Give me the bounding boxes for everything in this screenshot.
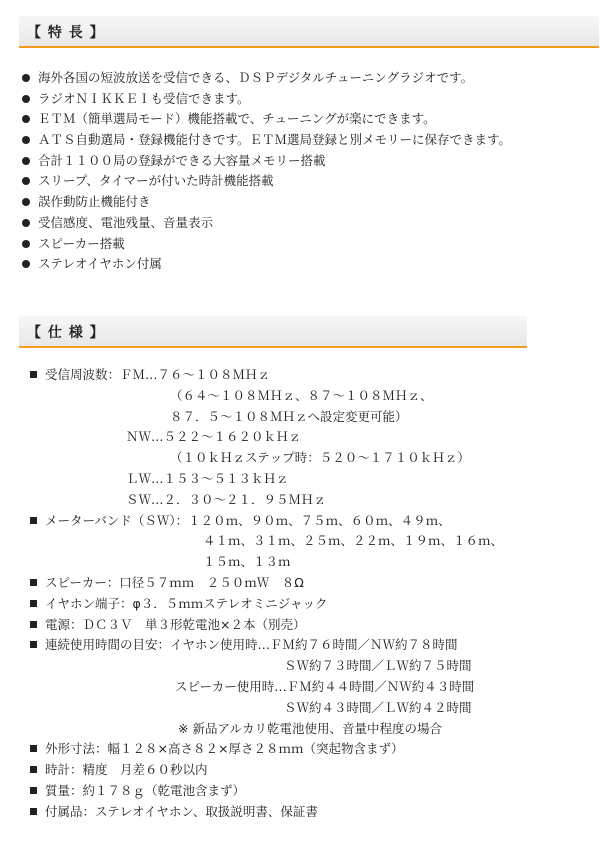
bullet-icon — [22, 198, 30, 206]
bullet-icon — [22, 136, 30, 144]
spec-earphone-jack: イヤホン端子：φ３．５ｍｍステレオミニジャック — [30, 594, 503, 615]
bullet-icon — [22, 177, 30, 185]
spec-frequency-nw: ＮＷ…５２２～１６２０ｋＨｚ — [126, 429, 302, 445]
square-bullet-icon — [30, 371, 37, 378]
spec-accessories: 付属品：ステレオイヤホン、取扱説明書、保証書 — [30, 802, 503, 823]
spec-speaker: スピーカー：口径５７ｍｍ ２５０ｍＷ ８Ω — [30, 573, 503, 594]
square-bullet-icon — [30, 808, 37, 815]
spec-battery-life: 連続使用時間の目安：イヤホン使用時…ＦＭ約７６時間／ＮＷ約７８時間 — [30, 635, 503, 656]
list-item: 誤作動防止機能付き — [22, 192, 511, 213]
spec-meter-band-cont2: １５ｍ、１３ｍ — [203, 554, 291, 570]
bullet-icon — [22, 74, 30, 82]
list-item: スピーカー搭載 — [22, 234, 511, 255]
spec-meter-band: メーターバンド（ＳＷ）：１２０ｍ、９０ｍ、７５ｍ、６０ｍ、４９ｍ、 — [30, 511, 503, 532]
square-bullet-icon — [30, 517, 37, 524]
features-section-header — [19, 16, 599, 48]
spec-weight: 質量：約１７８ｇ（乾電池含まず） — [30, 781, 503, 802]
spec-battery-life-earphone-sw: ＳＷ約７３時間／ＬＷ約７５時間 — [284, 658, 472, 674]
bullet-icon — [22, 95, 30, 103]
square-bullet-icon — [30, 787, 37, 794]
spec-power: 電源：ＤＣ３Ｖ 単３形乾電池×２本（別売） — [30, 615, 503, 636]
specs-section-header — [19, 316, 527, 348]
spec-frequency-lw: ＬＷ…１５３～５１３ｋＨｚ — [126, 470, 289, 486]
list-item: 受信感度、電池残量、音量表示 — [22, 213, 511, 234]
list-item: ステレオイヤホン付属 — [22, 254, 511, 275]
features-list — [22, 68, 511, 275]
spec-meter-band-cont: ４１ｍ、３１ｍ、２５ｍ、２２ｍ、１９ｍ、１６ｍ、 — [203, 533, 504, 549]
bullet-icon — [22, 219, 30, 227]
specs-title: 【 仕 様 】 — [27, 325, 105, 341]
spec-battery-life-speaker: スピーカー使用時…ＦＭ約４４時間／ＮＷ約４３時間 — [175, 678, 475, 694]
square-bullet-icon — [30, 766, 37, 773]
square-bullet-icon — [30, 600, 37, 607]
square-bullet-icon — [30, 621, 37, 628]
list-item: ＡＴＳ自動選局・登録機能付きです。ＥＴＭ選局登録と別メモリーに保存できます。 — [22, 130, 511, 151]
specs-list — [30, 365, 503, 823]
square-bullet-icon — [30, 745, 37, 752]
bullet-icon — [22, 240, 30, 248]
list-item: スリープ、タイマーが付いた時計機能搭載 — [22, 171, 511, 192]
spec-frequency: 受信周波数：ＦＭ…７６～１０８ＭＨｚ — [30, 365, 503, 386]
bullet-icon — [22, 260, 30, 268]
spec-frequency-sw: ＳＷ…２．３０～２１．９５ＭＨｚ — [126, 491, 327, 507]
square-bullet-icon — [30, 579, 37, 586]
spec-dimensions: 外形寸法：幅１２８×高さ８２×厚さ２８ｍｍ（突起物含まず） — [30, 739, 503, 760]
features-title: 【 特 長 】 — [27, 25, 105, 41]
list-item: ラジオＮＩＫＫＥＩも受信できます。 — [22, 89, 511, 110]
bullet-icon — [22, 115, 30, 123]
bullet-icon — [22, 157, 30, 165]
list-item: 合計１１００局の登録ができる大容量メモリー搭載 — [22, 151, 511, 172]
spec-battery-note: ※ 新品アルカリ乾電池使用、音量中程度の場合 — [178, 720, 442, 736]
spec-frequency-nw-step: （１０ｋＨｚステップ時：５２０～１７１０ｋＨｚ） — [170, 450, 470, 466]
list-item: 海外各国の短波放送を受信できる、ＤＳＰデジタルチューニングラジオです。 — [22, 68, 511, 89]
spec-frequency-fm-range: （６４～１０８ＭＨｚ、８７～１０８ＭＨｚ、 — [170, 387, 433, 403]
spec-clock: 時計：精度 月差６０秒以内 — [30, 760, 503, 781]
spec-battery-life-speaker-sw: ＳＷ約４３時間／ＬＷ約４２時間 — [284, 699, 472, 715]
list-item: ＥＴＭ（簡単選局モード）機能搭載で、チューニングが楽にできます。 — [22, 109, 511, 130]
spec-frequency-fm-range-cont: ８７．５～１０８ＭＨｚへ設定変更可能） — [170, 408, 408, 424]
square-bullet-icon — [30, 641, 37, 648]
